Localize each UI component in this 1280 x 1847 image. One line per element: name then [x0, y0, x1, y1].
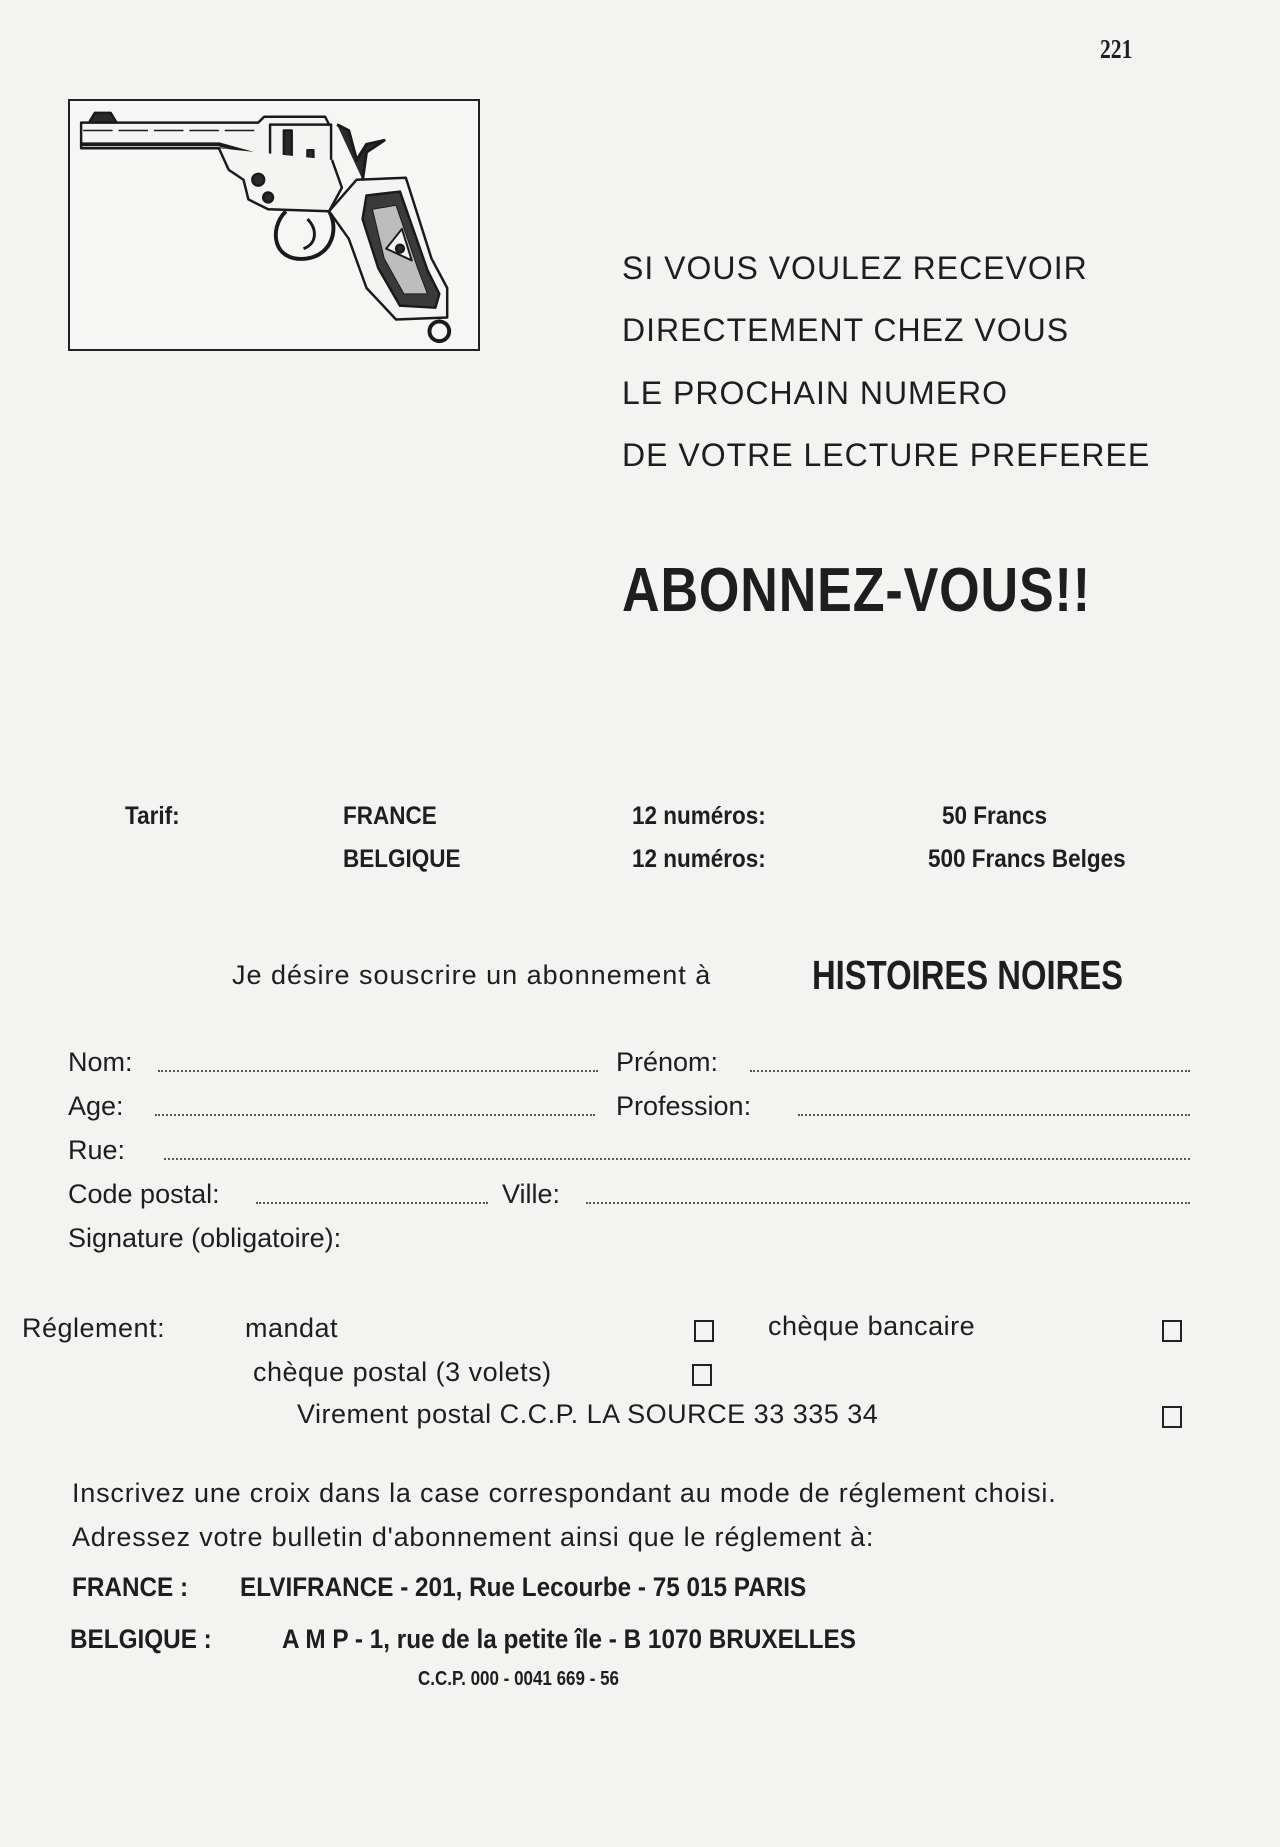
prenom-field[interactable]	[750, 1070, 1190, 1072]
rue-label: Rue:	[68, 1135, 126, 1165]
address-belgique: A M P - 1, rue de la petite île - B 1070 BRUXELLES	[282, 1624, 856, 1654]
profession-field[interactable]	[798, 1114, 1190, 1116]
instruction-text: Adressez votre bulletin d'abonnement ainsi que le réglement à:	[72, 1522, 875, 1552]
tarif-price: 500 Francs Belges	[928, 845, 1126, 873]
instruction-text: Inscrivez une croix dans la case correspondant au mode de réglement choisi.	[72, 1478, 1057, 1508]
profession-label: Profession:	[616, 1091, 752, 1121]
subscribe-text: Je désire souscrire un abonnement à	[232, 960, 712, 990]
payment-option-label: chèque postal (3 volets)	[253, 1357, 552, 1387]
page-number: 221	[1100, 34, 1133, 64]
signature-label: Signature (obligatoire):	[68, 1223, 342, 1253]
call-to-action-heading: ABONNEZ-VOUS!!	[622, 556, 1091, 625]
nom-field[interactable]	[158, 1070, 598, 1072]
tarif-country: FRANCE	[343, 802, 437, 830]
headline-line: LE PROCHAIN NUMERO	[622, 375, 1009, 411]
payment-option-label: Virement postal C.C.P. LA SOURCE 33 335 34	[297, 1399, 879, 1429]
ccp-number: C.C.P. 000 - 0041 669 - 56	[418, 1668, 619, 1690]
magazine-title: HISTOIRES NOIRES	[812, 952, 1124, 998]
headline-line: DE VOTRE LECTURE PREFEREE	[622, 437, 1151, 473]
reglement-label: Réglement:	[22, 1313, 166, 1343]
code-postal-field[interactable]	[256, 1202, 488, 1204]
payment-option-label: chèque bancaire	[768, 1311, 976, 1341]
virement-postal-checkbox[interactable]	[1162, 1406, 1182, 1428]
address-france-label: FRANCE :	[72, 1572, 189, 1602]
ville-label: Ville:	[502, 1179, 561, 1209]
tarif-label: Tarif:	[125, 802, 180, 830]
prenom-label: Prénom:	[616, 1047, 719, 1077]
revolver-illustration	[68, 99, 480, 351]
code-postal-label: Code postal:	[68, 1179, 220, 1209]
headline-line: DIRECTEMENT CHEZ VOUS	[622, 312, 1070, 348]
cheque-postal-checkbox[interactable]	[692, 1364, 712, 1386]
revolver-icon	[70, 101, 478, 349]
address-belgique-label: BELGIQUE :	[70, 1624, 212, 1654]
tarif-country: BELGIQUE	[343, 845, 461, 873]
age-label: Age:	[68, 1091, 124, 1121]
address-france: ELVIFRANCE - 201, Rue Lecourbe - 75 015 PARIS	[240, 1572, 807, 1602]
ville-field[interactable]	[586, 1202, 1190, 1204]
tarif-price: 50 Francs	[942, 802, 1048, 830]
nom-label: Nom:	[68, 1047, 133, 1077]
headline-line: SI VOUS VOULEZ RECEVOIR	[622, 250, 1088, 286]
mandat-checkbox[interactable]	[694, 1320, 714, 1342]
rue-field[interactable]	[164, 1158, 1190, 1160]
age-field[interactable]	[155, 1114, 595, 1116]
payment-option-label: mandat	[245, 1313, 339, 1343]
tarif-issues: 12 numéros:	[632, 845, 766, 873]
tarif-issues: 12 numéros:	[632, 802, 766, 830]
cheque-bancaire-checkbox[interactable]	[1162, 1320, 1182, 1342]
